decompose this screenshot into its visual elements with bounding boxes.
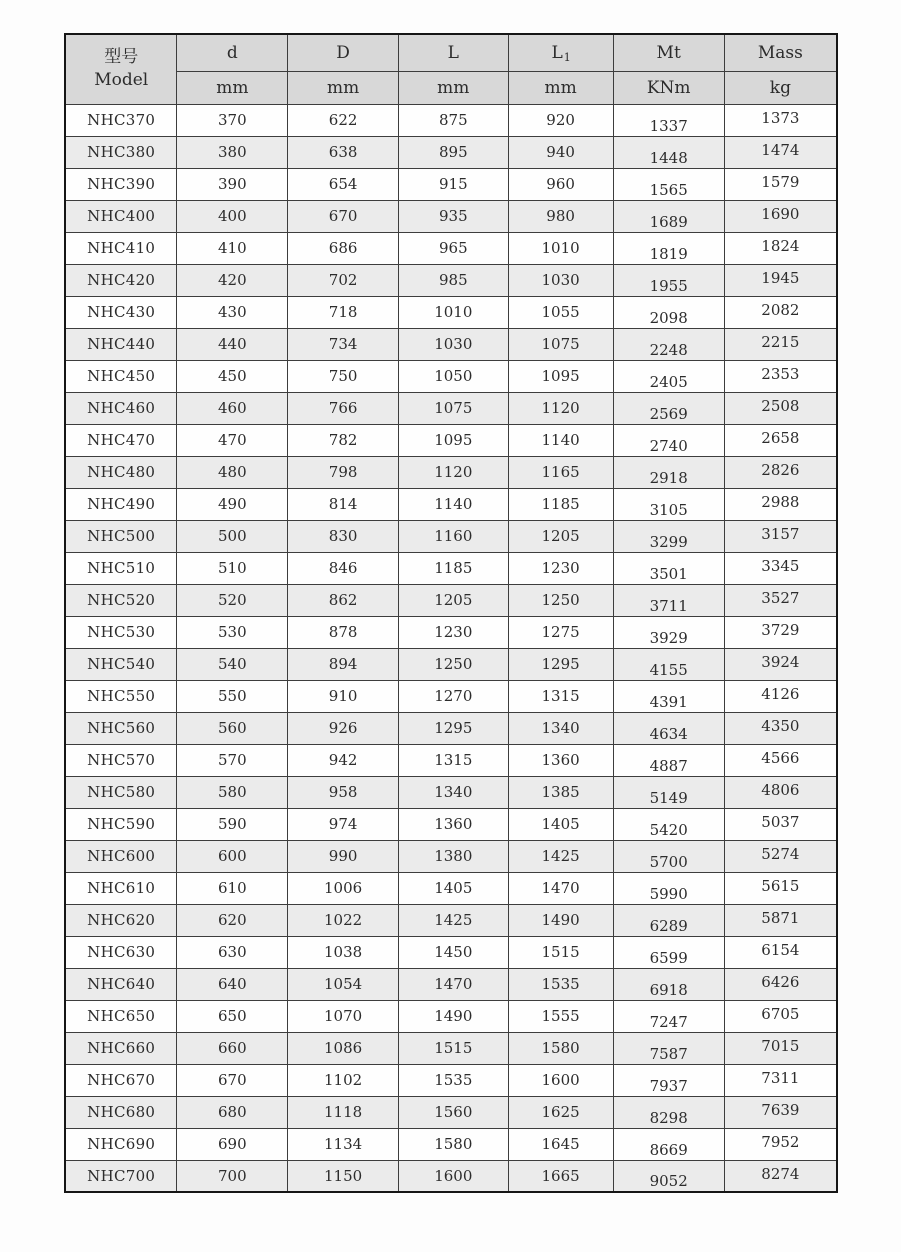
spec-table (64, 33, 838, 1193)
value-cell: 920 (508, 104, 613, 136)
value-cell: 1250 (508, 584, 613, 616)
value-cell: 430 (177, 296, 288, 328)
model-cell: NHC610 (65, 872, 177, 904)
value-cell: 894 (288, 648, 399, 680)
value-cell: 7952 (724, 1128, 837, 1160)
value-cell: 1689 (613, 200, 724, 232)
value-cell: 1474 (724, 136, 837, 168)
value-cell: 1385 (508, 776, 613, 808)
value-cell: 1340 (508, 712, 613, 744)
model-cell: NHC650 (65, 1000, 177, 1032)
value-cell: 600 (177, 840, 288, 872)
model-cell: NHC480 (65, 456, 177, 488)
value-cell: 942 (288, 744, 399, 776)
value-cell: 400 (177, 200, 288, 232)
value-cell: 8274 (724, 1160, 837, 1192)
value-cell: 3345 (724, 552, 837, 584)
value-cell: 2918 (613, 456, 724, 488)
value-cell: 5615 (724, 872, 837, 904)
value-cell: 1600 (399, 1160, 509, 1192)
value-cell: 958 (288, 776, 399, 808)
value-cell: 440 (177, 328, 288, 360)
value-cell: 1086 (288, 1032, 399, 1064)
value-cell: 4566 (724, 744, 837, 776)
value-cell: 3729 (724, 616, 837, 648)
model-cell: NHC420 (65, 264, 177, 296)
model-cell: NHC680 (65, 1096, 177, 1128)
value-cell: 686 (288, 232, 399, 264)
model-cell: NHC470 (65, 424, 177, 456)
spec-sheet (64, 33, 838, 1193)
unit-D: mm (288, 71, 399, 104)
value-cell: 1470 (399, 968, 509, 1000)
value-cell: 1230 (508, 552, 613, 584)
value-cell: 4887 (613, 744, 724, 776)
table-row (65, 232, 837, 264)
value-cell: 9052 (613, 1160, 724, 1192)
table-row (65, 808, 837, 840)
value-cell: 590 (177, 808, 288, 840)
value-cell: 1140 (508, 424, 613, 456)
table-row (65, 1128, 837, 1160)
value-cell: 960 (508, 168, 613, 200)
value-cell: 1600 (508, 1064, 613, 1096)
value-cell: 2740 (613, 424, 724, 456)
value-cell: 530 (177, 616, 288, 648)
unit-d: mm (177, 71, 288, 104)
value-cell: 1095 (508, 360, 613, 392)
value-cell: 2248 (613, 328, 724, 360)
value-cell: 2508 (724, 392, 837, 424)
value-cell: 1185 (399, 552, 509, 584)
value-cell: 2098 (613, 296, 724, 328)
value-cell: 718 (288, 296, 399, 328)
value-cell: 6918 (613, 968, 724, 1000)
value-cell: 1075 (399, 392, 509, 424)
value-cell: 7311 (724, 1064, 837, 1096)
value-cell: 1120 (508, 392, 613, 424)
value-cell: 1645 (508, 1128, 613, 1160)
value-cell: 750 (288, 360, 399, 392)
value-cell: 1010 (508, 232, 613, 264)
value-cell: 940 (508, 136, 613, 168)
value-cell: 1565 (613, 168, 724, 200)
header-D: D (288, 34, 399, 71)
value-cell: 8669 (613, 1128, 724, 1160)
value-cell: 1295 (508, 648, 613, 680)
table-row (65, 392, 837, 424)
value-cell: 1360 (508, 744, 613, 776)
value-cell: 6599 (613, 936, 724, 968)
value-cell: 1038 (288, 936, 399, 968)
table-row (65, 136, 837, 168)
table-row (65, 1000, 837, 1032)
table-row (65, 456, 837, 488)
value-cell: 620 (177, 904, 288, 936)
value-cell: 410 (177, 232, 288, 264)
model-cell: NHC570 (65, 744, 177, 776)
header-Mt: Mt (613, 34, 724, 71)
value-cell: 490 (177, 488, 288, 520)
value-cell: 3711 (613, 584, 724, 616)
table-row (65, 424, 837, 456)
value-cell: 1580 (399, 1128, 509, 1160)
header-row-names (65, 34, 837, 71)
value-cell: 3157 (724, 520, 837, 552)
value-cell: 1205 (399, 584, 509, 616)
value-cell: 1665 (508, 1160, 613, 1192)
value-cell: 6154 (724, 936, 837, 968)
value-cell: 1120 (399, 456, 509, 488)
value-cell: 1205 (508, 520, 613, 552)
table-row (65, 104, 837, 136)
model-cell: NHC400 (65, 200, 177, 232)
table-row (65, 1032, 837, 1064)
value-cell: 766 (288, 392, 399, 424)
table-row (65, 328, 837, 360)
table-row (65, 936, 837, 968)
table-row (65, 264, 837, 296)
model-cell: NHC670 (65, 1064, 177, 1096)
header-row-units (65, 71, 837, 104)
value-cell: 1340 (399, 776, 509, 808)
value-cell: 1450 (399, 936, 509, 968)
table-row (65, 648, 837, 680)
value-cell: 3527 (724, 584, 837, 616)
value-cell: 915 (399, 168, 509, 200)
model-cell: NHC620 (65, 904, 177, 936)
value-cell: 702 (288, 264, 399, 296)
value-cell: 862 (288, 584, 399, 616)
value-cell: 1560 (399, 1096, 509, 1128)
value-cell: 1160 (399, 520, 509, 552)
table-row (65, 488, 837, 520)
value-cell: 1580 (508, 1032, 613, 1064)
table-row (65, 168, 837, 200)
table-row (65, 520, 837, 552)
model-cell: NHC580 (65, 776, 177, 808)
value-cell: 1275 (508, 616, 613, 648)
value-cell: 814 (288, 488, 399, 520)
value-cell: 1315 (399, 744, 509, 776)
value-cell: 782 (288, 424, 399, 456)
table-row (65, 680, 837, 712)
value-cell: 1690 (724, 200, 837, 232)
model-cell: NHC590 (65, 808, 177, 840)
value-cell: 540 (177, 648, 288, 680)
table-header (65, 34, 837, 104)
value-cell: 1515 (508, 936, 613, 968)
value-cell: 5149 (613, 776, 724, 808)
header-Mass: Mass (724, 34, 837, 71)
value-cell: 1490 (508, 904, 613, 936)
value-cell: 680 (177, 1096, 288, 1128)
value-cell: 990 (288, 840, 399, 872)
value-cell: 7015 (724, 1032, 837, 1064)
table-row (65, 616, 837, 648)
model-cell: NHC560 (65, 712, 177, 744)
value-cell: 5274 (724, 840, 837, 872)
header-d: d (177, 34, 288, 71)
value-cell: 1140 (399, 488, 509, 520)
value-cell: 1819 (613, 232, 724, 264)
value-cell: 1050 (399, 360, 509, 392)
value-cell: 460 (177, 392, 288, 424)
value-cell: 4350 (724, 712, 837, 744)
model-cell: NHC660 (65, 1032, 177, 1064)
value-cell: 2826 (724, 456, 837, 488)
model-cell: NHC440 (65, 328, 177, 360)
value-cell: 1535 (399, 1064, 509, 1096)
value-cell: 638 (288, 136, 399, 168)
model-cell: NHC380 (65, 136, 177, 168)
value-cell: 5700 (613, 840, 724, 872)
model-cell: NHC460 (65, 392, 177, 424)
model-cell: NHC430 (65, 296, 177, 328)
value-cell: 1006 (288, 872, 399, 904)
value-cell: 5037 (724, 808, 837, 840)
value-cell: 660 (177, 1032, 288, 1064)
value-cell: 910 (288, 680, 399, 712)
value-cell: 4391 (613, 680, 724, 712)
value-cell: 510 (177, 552, 288, 584)
value-cell: 670 (177, 1064, 288, 1096)
value-cell: 700 (177, 1160, 288, 1192)
table-row (65, 1064, 837, 1096)
value-cell: 5420 (613, 808, 724, 840)
value-cell: 830 (288, 520, 399, 552)
model-cell: NHC450 (65, 360, 177, 392)
value-cell: 4126 (724, 680, 837, 712)
model-cell: NHC410 (65, 232, 177, 264)
value-cell: 5871 (724, 904, 837, 936)
value-cell: 1030 (399, 328, 509, 360)
header-model (65, 34, 177, 104)
header-model-cn: 型号 (104, 47, 139, 68)
value-cell: 7587 (613, 1032, 724, 1064)
value-cell: 1405 (508, 808, 613, 840)
value-cell: 1490 (399, 1000, 509, 1032)
value-cell: 5990 (613, 872, 724, 904)
unit-L: mm (399, 71, 509, 104)
value-cell: 1022 (288, 904, 399, 936)
value-cell: 1579 (724, 168, 837, 200)
value-cell: 1250 (399, 648, 509, 680)
value-cell: 875 (399, 104, 509, 136)
value-cell: 965 (399, 232, 509, 264)
value-cell: 3501 (613, 552, 724, 584)
value-cell: 8298 (613, 1096, 724, 1128)
value-cell: 640 (177, 968, 288, 1000)
value-cell: 390 (177, 168, 288, 200)
value-cell: 1102 (288, 1064, 399, 1096)
value-cell: 580 (177, 776, 288, 808)
value-cell: 450 (177, 360, 288, 392)
table-row (65, 584, 837, 616)
value-cell: 1405 (399, 872, 509, 904)
value-cell: 1315 (508, 680, 613, 712)
value-cell: 7247 (613, 1000, 724, 1032)
value-cell: 6426 (724, 968, 837, 1000)
model-cell: NHC530 (65, 616, 177, 648)
value-cell: 935 (399, 200, 509, 232)
value-cell: 974 (288, 808, 399, 840)
value-cell: 470 (177, 424, 288, 456)
value-cell: 926 (288, 712, 399, 744)
value-cell: 1010 (399, 296, 509, 328)
table-row (65, 872, 837, 904)
value-cell: 560 (177, 712, 288, 744)
table-row (65, 968, 837, 1000)
value-cell: 2082 (724, 296, 837, 328)
unit-Mt: KNm (613, 71, 724, 104)
value-cell: 1425 (399, 904, 509, 936)
value-cell: 1824 (724, 232, 837, 264)
header-L: L (399, 34, 509, 71)
unit-L1: mm (508, 71, 613, 104)
unit-Mass: kg (724, 71, 837, 104)
value-cell: 4806 (724, 776, 837, 808)
table-row (65, 904, 837, 936)
value-cell: 2569 (613, 392, 724, 424)
value-cell: 1425 (508, 840, 613, 872)
table-row (65, 1096, 837, 1128)
table-row (65, 840, 837, 872)
value-cell: 1555 (508, 1000, 613, 1032)
header-L1-sub: 1 (563, 50, 571, 64)
value-cell: 1054 (288, 968, 399, 1000)
model-cell: NHC490 (65, 488, 177, 520)
model-cell: NHC630 (65, 936, 177, 968)
value-cell: 980 (508, 200, 613, 232)
model-cell: NHC700 (65, 1160, 177, 1192)
model-cell: NHC390 (65, 168, 177, 200)
value-cell: 1373 (724, 104, 837, 136)
table-row (65, 1160, 837, 1192)
value-cell: 550 (177, 680, 288, 712)
value-cell: 570 (177, 744, 288, 776)
table-body (65, 104, 837, 1192)
value-cell: 1625 (508, 1096, 613, 1128)
value-cell: 1470 (508, 872, 613, 904)
value-cell: 6705 (724, 1000, 837, 1032)
value-cell: 878 (288, 616, 399, 648)
value-cell: 622 (288, 104, 399, 136)
value-cell: 3299 (613, 520, 724, 552)
value-cell: 7937 (613, 1064, 724, 1096)
header-model-en: Model (94, 70, 149, 91)
value-cell: 1515 (399, 1032, 509, 1064)
value-cell: 654 (288, 168, 399, 200)
model-cell: NHC500 (65, 520, 177, 552)
table-row (65, 744, 837, 776)
table-row (65, 296, 837, 328)
model-cell: NHC540 (65, 648, 177, 680)
table-row (65, 552, 837, 584)
model-cell: NHC550 (65, 680, 177, 712)
value-cell: 6289 (613, 904, 724, 936)
value-cell: 480 (177, 456, 288, 488)
table-row (65, 200, 837, 232)
value-cell: 1955 (613, 264, 724, 296)
value-cell: 1360 (399, 808, 509, 840)
value-cell: 4155 (613, 648, 724, 680)
value-cell: 3105 (613, 488, 724, 520)
value-cell: 895 (399, 136, 509, 168)
value-cell: 1535 (508, 968, 613, 1000)
value-cell: 1150 (288, 1160, 399, 1192)
value-cell: 3929 (613, 616, 724, 648)
value-cell: 630 (177, 936, 288, 968)
value-cell: 500 (177, 520, 288, 552)
value-cell: 798 (288, 456, 399, 488)
value-cell: 1295 (399, 712, 509, 744)
value-cell: 420 (177, 264, 288, 296)
model-cell: NHC370 (65, 104, 177, 136)
table-row (65, 712, 837, 744)
value-cell: 1095 (399, 424, 509, 456)
value-cell: 2353 (724, 360, 837, 392)
value-cell: 1070 (288, 1000, 399, 1032)
table-row (65, 776, 837, 808)
value-cell: 1055 (508, 296, 613, 328)
value-cell: 1380 (399, 840, 509, 872)
value-cell: 690 (177, 1128, 288, 1160)
value-cell: 734 (288, 328, 399, 360)
value-cell: 846 (288, 552, 399, 584)
table-row (65, 360, 837, 392)
value-cell: 670 (288, 200, 399, 232)
value-cell: 1134 (288, 1128, 399, 1160)
value-cell: 1337 (613, 104, 724, 136)
header-L1: L1 (508, 34, 613, 71)
value-cell: 1448 (613, 136, 724, 168)
value-cell: 2658 (724, 424, 837, 456)
value-cell: 520 (177, 584, 288, 616)
model-cell: NHC510 (65, 552, 177, 584)
value-cell: 2215 (724, 328, 837, 360)
value-cell: 1118 (288, 1096, 399, 1128)
value-cell: 1165 (508, 456, 613, 488)
value-cell: 1075 (508, 328, 613, 360)
value-cell: 7639 (724, 1096, 837, 1128)
model-cell: NHC520 (65, 584, 177, 616)
value-cell: 2988 (724, 488, 837, 520)
value-cell: 650 (177, 1000, 288, 1032)
value-cell: 4634 (613, 712, 724, 744)
value-cell: 1185 (508, 488, 613, 520)
value-cell: 1030 (508, 264, 613, 296)
value-cell: 1230 (399, 616, 509, 648)
value-cell: 1270 (399, 680, 509, 712)
model-cell: NHC640 (65, 968, 177, 1000)
value-cell: 610 (177, 872, 288, 904)
value-cell: 370 (177, 104, 288, 136)
value-cell: 2405 (613, 360, 724, 392)
value-cell: 3924 (724, 648, 837, 680)
value-cell: 1945 (724, 264, 837, 296)
value-cell: 380 (177, 136, 288, 168)
model-cell: NHC600 (65, 840, 177, 872)
model-cell: NHC690 (65, 1128, 177, 1160)
value-cell: 985 (399, 264, 509, 296)
